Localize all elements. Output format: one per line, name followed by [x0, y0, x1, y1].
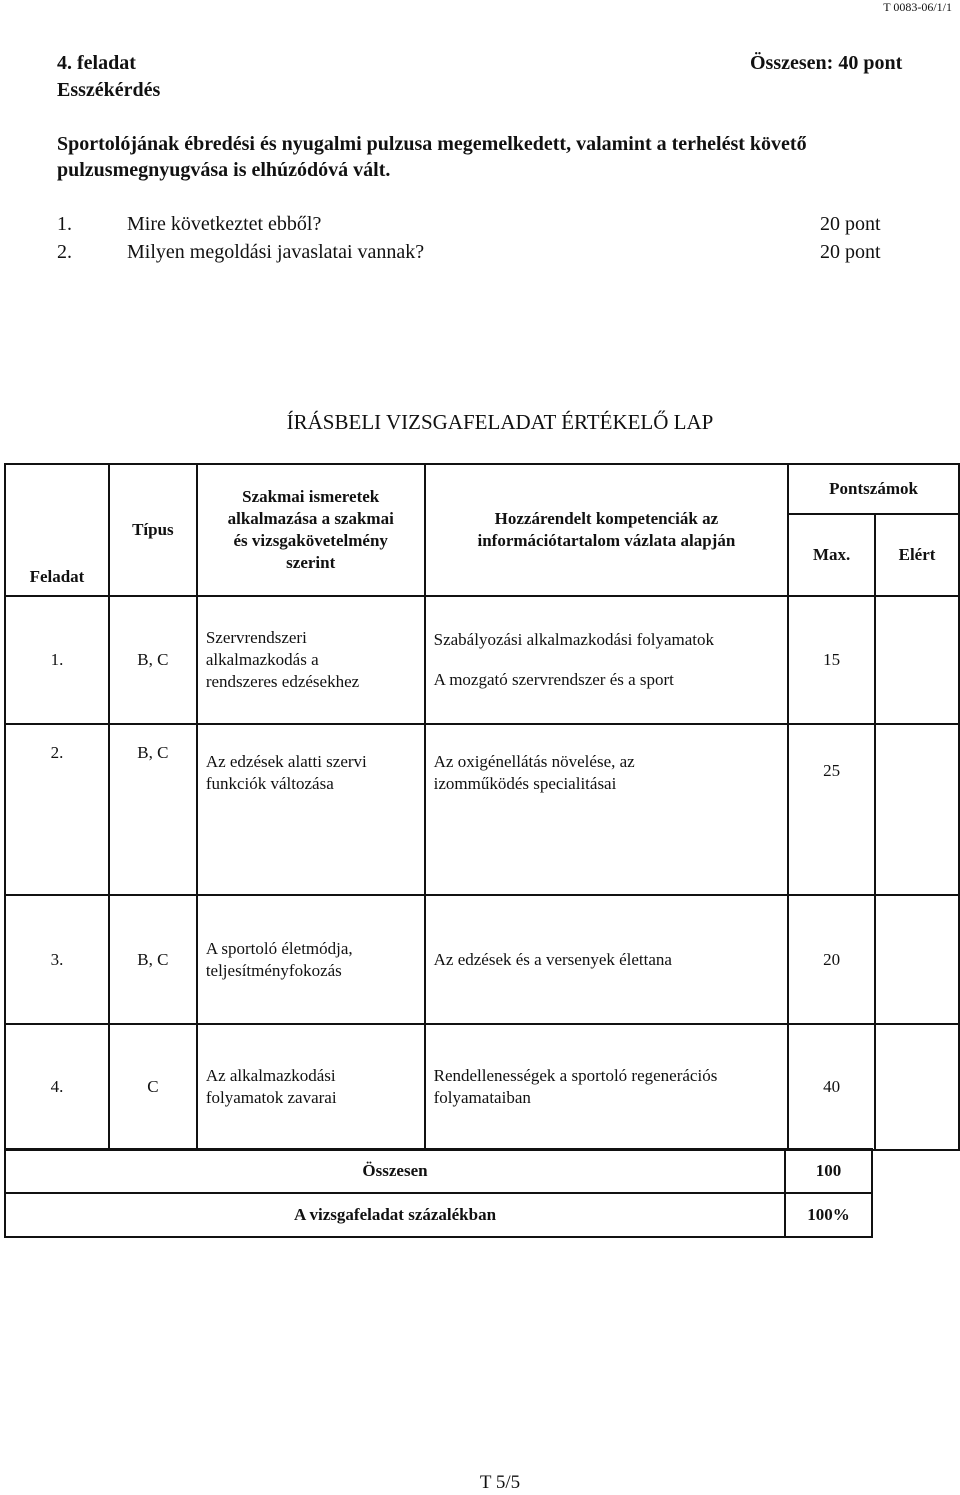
header-elert: Elért	[875, 514, 959, 596]
row-achieved-points[interactable]	[875, 596, 959, 724]
row-max-points: 20	[788, 895, 875, 1024]
summary-percent-row	[5, 1193, 872, 1237]
header-feladat: Feladat	[5, 464, 109, 596]
competence-line: Rendellenességek a sportoló regenerációs	[433, 1066, 718, 1085]
evaluation-sheet-title: ÍRÁSBELI VIZSGAFELADAT ÉRTÉKELŐ LAP	[286, 410, 714, 434]
competence-line: izomműködés specialitásai	[433, 774, 617, 793]
header-szakmai-ismeretek	[197, 464, 425, 596]
row-skill	[197, 596, 425, 724]
task-type: Esszékérdés	[57, 79, 161, 101]
summary-total-value: 100	[785, 1149, 872, 1193]
header-pontszamok: Pontszámok	[788, 464, 959, 514]
subquestion-points: 20 pont	[820, 241, 881, 263]
subquestion-points: 20 pont	[820, 213, 881, 235]
subquestion-1	[57, 211, 957, 237]
task-question: Sportolójának ébredési és nyugalmi pulzusa megemelkedett, valamint a terhelést követő pulzusmegnyugvása is elhúzódóvá vált.	[57, 133, 807, 181]
header-tipus: Típus	[109, 464, 197, 596]
competence-line: Az oxigénellátás növelése, az	[433, 752, 635, 771]
skill-line: folyamatok zavarai	[205, 1088, 337, 1107]
row-skill	[197, 1024, 425, 1150]
subquestion-text: Mire következtet ebből?	[127, 213, 322, 235]
row-number: 4.	[5, 1024, 109, 1150]
summary-table	[4, 1148, 873, 1238]
table-row	[5, 724, 959, 895]
header-text-line: szerint	[286, 553, 336, 572]
row-achieved-points[interactable]	[875, 724, 959, 895]
row-type: B, C	[109, 724, 197, 895]
skill-line: rendszeres edzésekhez	[205, 672, 360, 691]
competence-line: folyamataiban	[433, 1088, 531, 1107]
skill-line: teljesítményfokozás	[205, 960, 342, 980]
task-title: 4. feladat	[57, 52, 136, 74]
row-achieved-points[interactable]	[875, 895, 959, 1024]
task-total-points: Összesen: 40 pont	[750, 52, 903, 74]
subquestion-text: Milyen megoldási javaslatai vannak?	[127, 241, 425, 263]
row-competence	[425, 895, 789, 1024]
skill-line: Az edzések alatti szervi	[205, 752, 367, 771]
evaluation-table	[4, 463, 960, 1151]
row-achieved-points[interactable]	[875, 1024, 959, 1150]
summary-total-row	[5, 1149, 872, 1193]
header-text-line: információtartalom vázlata alapján	[477, 531, 736, 550]
table-row	[5, 895, 959, 1024]
competence-line: Az edzések és a versenyek élettana	[433, 949, 672, 969]
row-type: B, C	[109, 895, 197, 1024]
skill-line: Szervrendszeri	[205, 628, 307, 647]
header-max: Max.	[788, 514, 875, 596]
skill-line: A sportoló életmódja,	[205, 938, 353, 958]
subquestion-number: 1.	[57, 213, 72, 235]
document-code: T 0083-06/1/1	[883, 0, 952, 14]
subquestion-number: 2.	[57, 241, 72, 263]
summary-total-label: Összesen	[5, 1149, 785, 1193]
row-number: 3.	[5, 895, 109, 1024]
row-type: B, C	[109, 596, 197, 724]
row-number: 1.	[5, 596, 109, 724]
summary-percent-label: A vizsgafeladat százalékban	[5, 1193, 785, 1237]
competence-line: Szabályozási alkalmazkodási folyamatok	[433, 630, 715, 649]
summary-percent-value: 100%	[785, 1193, 872, 1237]
row-competence	[425, 1024, 789, 1150]
skill-line: alkalmazkodás a	[205, 650, 319, 669]
page-number: T 5/5	[479, 1472, 521, 1493]
row-competence	[425, 596, 789, 724]
row-max-points: 25	[788, 724, 875, 895]
row-number: 2.	[5, 724, 109, 895]
row-competence	[425, 724, 789, 895]
table-header-row-1	[5, 464, 959, 514]
row-skill	[197, 724, 425, 895]
header-text-line: Hozzárendelt kompetenciák az	[494, 509, 719, 528]
competence-line: A mozgató szervrendszer és a sport	[433, 670, 674, 689]
row-skill	[197, 895, 425, 1024]
skill-line: Az alkalmazkodási	[205, 1066, 336, 1085]
header-text-line: és vizsgakövetelmény	[233, 531, 388, 550]
table-row	[5, 1024, 959, 1150]
row-type: C	[109, 1024, 197, 1150]
skill-line: funkciók változása	[205, 774, 334, 793]
subquestion-2	[57, 239, 957, 265]
header-kompetenciak	[425, 464, 789, 596]
row-max-points: 40	[788, 1024, 875, 1150]
row-max-points: 15	[788, 596, 875, 724]
table-row	[5, 596, 959, 724]
header-text-line: alkalmazása a szakmai	[227, 509, 394, 528]
header-text-line: Szakmai ismeretek	[242, 487, 380, 506]
